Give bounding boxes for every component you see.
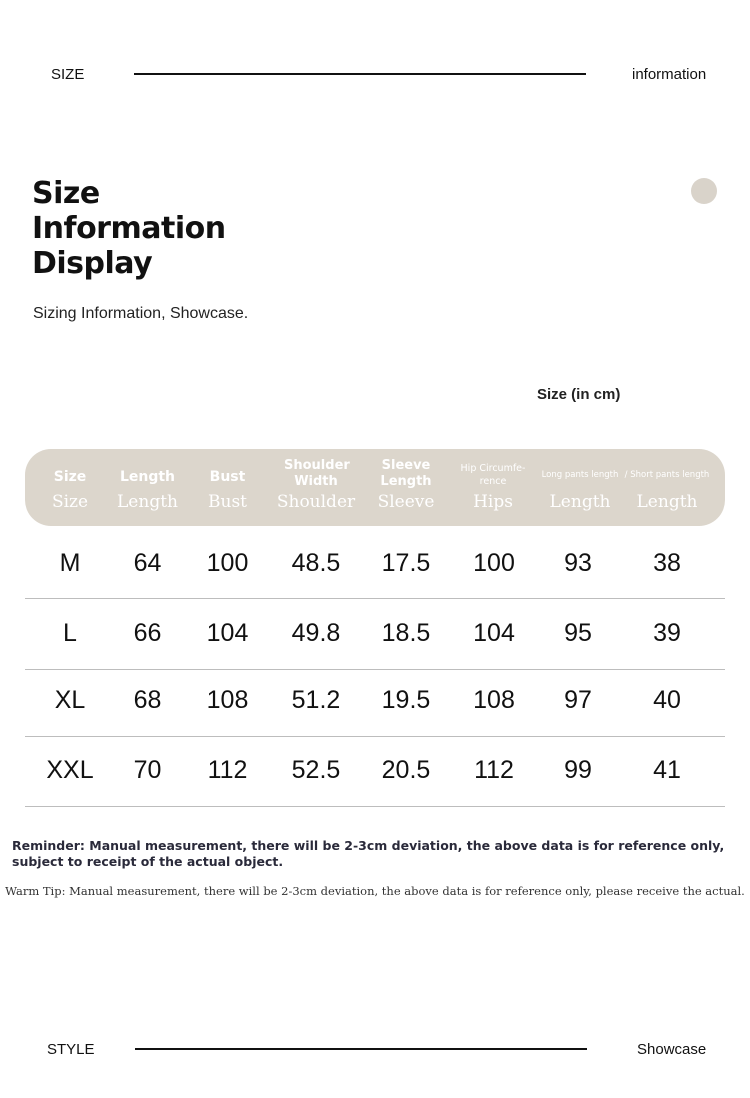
cell-long-pants: 95 xyxy=(564,619,592,647)
cell-sleeve: 20.5 xyxy=(381,756,431,784)
cell-short-pants: 40 xyxy=(653,686,681,714)
top-bar-right-label: information xyxy=(632,66,707,83)
warm-tip-note: Warm Tip: Manual measurement, there will be 2-3cm deviation, the above data is for reference only, please receive the actual. xyxy=(5,884,745,898)
cell-shoulder: 49.8 xyxy=(291,619,341,647)
cell-shoulder: 51.2 xyxy=(291,686,341,714)
reminder-note: Reminder: Manual measurement, there will be 2-3cm deviation, the above data is for reference only, subject to receipt of the actual object. xyxy=(12,838,725,869)
cell-short-pants: 41 xyxy=(653,756,681,784)
cell-short-pants: 39 xyxy=(653,619,681,647)
cell-length: 64 xyxy=(133,549,162,577)
header-short-pants: / Short pants length Length xyxy=(624,470,710,512)
cell-long-pants: 97 xyxy=(564,686,592,714)
header-length: Length Length xyxy=(117,469,178,512)
row-divider xyxy=(25,806,725,807)
header-bust: Bust Bust xyxy=(208,469,247,512)
header-shoulder: Shoulder Width Shoulder xyxy=(276,458,356,512)
title-line: Size xyxy=(32,176,100,211)
cell-sleeve: 18.5 xyxy=(381,619,431,647)
title-line: Information xyxy=(32,211,226,246)
bottom-bar-divider xyxy=(135,1048,587,1050)
top-bar-left-label: SIZE xyxy=(51,66,85,83)
bottom-bar-left-label: STYLE xyxy=(47,1041,95,1058)
cell-length: 68 xyxy=(133,686,162,714)
cell-length: 66 xyxy=(133,619,162,647)
page-subtitle: Sizing Information, Showcase. xyxy=(33,305,249,322)
cell-long-pants: 99 xyxy=(564,756,592,784)
header-sleeve: Sleeve Length Sleeve xyxy=(377,458,435,512)
cell-long-pants: 93 xyxy=(564,549,592,577)
cell-length: 70 xyxy=(133,756,162,784)
cell-hips: 108 xyxy=(473,686,515,714)
page-title xyxy=(32,176,332,281)
cell-bust: 104 xyxy=(206,619,249,647)
cell-hips: 104 xyxy=(473,619,515,647)
cell-shoulder: 48.5 xyxy=(291,549,341,577)
cell-sleeve: 19.5 xyxy=(381,686,431,714)
cell-size: XXL xyxy=(46,756,94,784)
header-hips: Hip Circumfe-rence Hips xyxy=(460,463,526,512)
top-bar-divider xyxy=(134,73,586,75)
cell-sleeve: 17.5 xyxy=(381,549,431,577)
decorative-dot xyxy=(691,178,717,204)
row-divider xyxy=(25,598,725,599)
unit-note: Size (in cm) xyxy=(537,386,621,403)
cell-shoulder: 52.5 xyxy=(291,756,341,784)
cell-bust: 112 xyxy=(207,756,248,784)
header-size: Size Size xyxy=(51,469,89,512)
cell-size: L xyxy=(63,619,77,647)
bottom-bar-right-label: Showcase xyxy=(637,1041,707,1058)
row-divider xyxy=(25,736,725,737)
cell-hips: 112 xyxy=(474,756,514,784)
row-divider xyxy=(25,669,725,670)
cell-short-pants: 38 xyxy=(653,549,681,577)
cell-bust: 108 xyxy=(206,686,249,714)
title-line: Display xyxy=(32,246,153,281)
cell-size: XL xyxy=(54,686,86,714)
cell-size: M xyxy=(59,549,81,577)
cell-bust: 100 xyxy=(206,549,249,577)
header-long-pants: Long pants length Length xyxy=(541,470,619,512)
cell-hips: 100 xyxy=(473,549,515,577)
